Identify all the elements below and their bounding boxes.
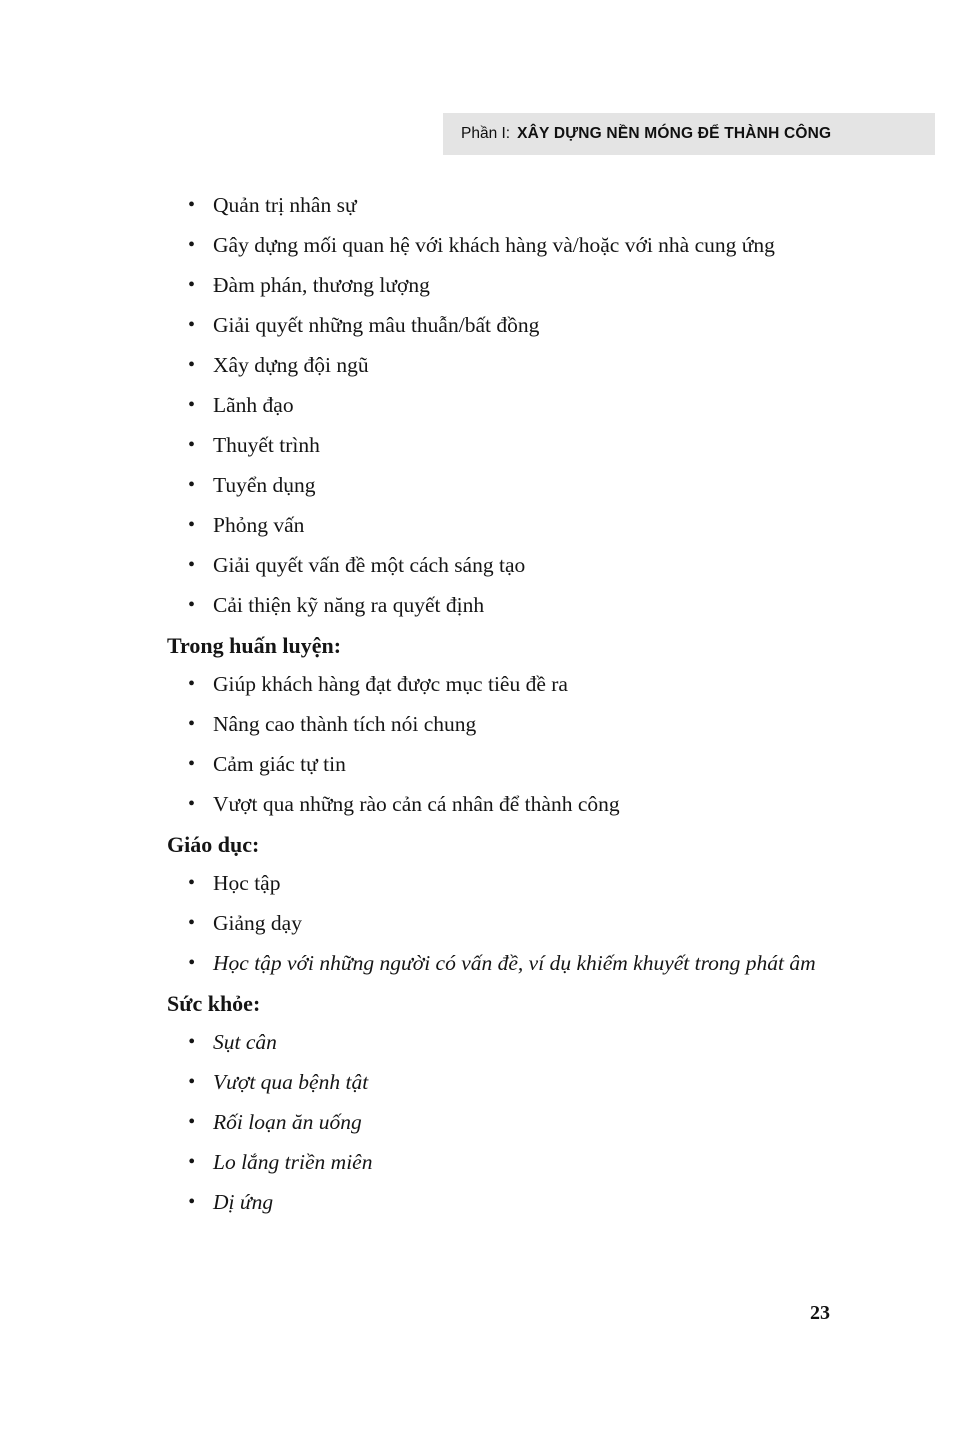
- list-item: • Lo lắng triền miên: [213, 1145, 843, 1180]
- skills-list: [167, 188, 843, 623]
- list-item: • Cải thiện kỹ năng ra quyết định: [213, 588, 843, 623]
- running-header: [443, 113, 935, 155]
- list-item: • Giảng dạy: [213, 906, 843, 941]
- list-item: • Xây dựng đội ngũ: [213, 348, 843, 383]
- list-item: • Sụt cân: [213, 1025, 843, 1060]
- list-item: • Cảm giác tự tin: [213, 747, 843, 782]
- list-item: • Học tập: [213, 866, 843, 901]
- list-item: • Lãnh đạo: [213, 388, 843, 423]
- page-content: [167, 188, 843, 1225]
- education-list: [167, 866, 843, 981]
- list-item: • Giúp khách hàng đạt được mục tiêu đề ra: [213, 667, 843, 702]
- page-number: 23: [810, 1302, 830, 1324]
- list-item: • Quản trị nhân sự: [213, 188, 843, 223]
- coaching-list: [167, 667, 843, 822]
- list-item: • Dị ứng: [213, 1185, 843, 1220]
- list-item: • Vượt qua bệnh tật: [213, 1065, 843, 1100]
- health-list: [167, 1025, 843, 1220]
- list-item: • Thuyết trình: [213, 428, 843, 463]
- section-heading-coaching: Trong huấn luyện:: [167, 633, 342, 658]
- list-item: • Vượt qua những rào cản cá nhân để thành công: [213, 787, 843, 822]
- section-heading-education: Giáo dục:: [167, 832, 260, 857]
- header-part-label: Phần I:: [461, 125, 511, 142]
- list-item: • Đàm phán, thương lượng: [213, 268, 843, 303]
- list-item: • Tuyển dụng: [213, 468, 843, 503]
- list-item: • Học tập với những người có vấn đề, ví dụ khiếm khuyết trong phát âm: [213, 946, 843, 981]
- header-chapter-title: XÂY DỰNG NỀN MÓNG ĐỂ THÀNH CÔNG: [517, 125, 832, 142]
- list-item: • Rối loạn ăn uống: [213, 1105, 843, 1140]
- section-heading-health: Sức khỏe:: [167, 991, 261, 1016]
- list-item: • Gây dựng mối quan hệ với khách hàng và/hoặc với nhà cung ứng: [213, 228, 843, 263]
- list-item: • Nâng cao thành tích nói chung: [213, 707, 843, 742]
- list-item: • Giải quyết những mâu thuẫn/bất đồng: [213, 308, 843, 343]
- list-item: • Giải quyết vấn đề một cách sáng tạo: [213, 548, 843, 583]
- list-item: • Phỏng vấn: [213, 508, 843, 543]
